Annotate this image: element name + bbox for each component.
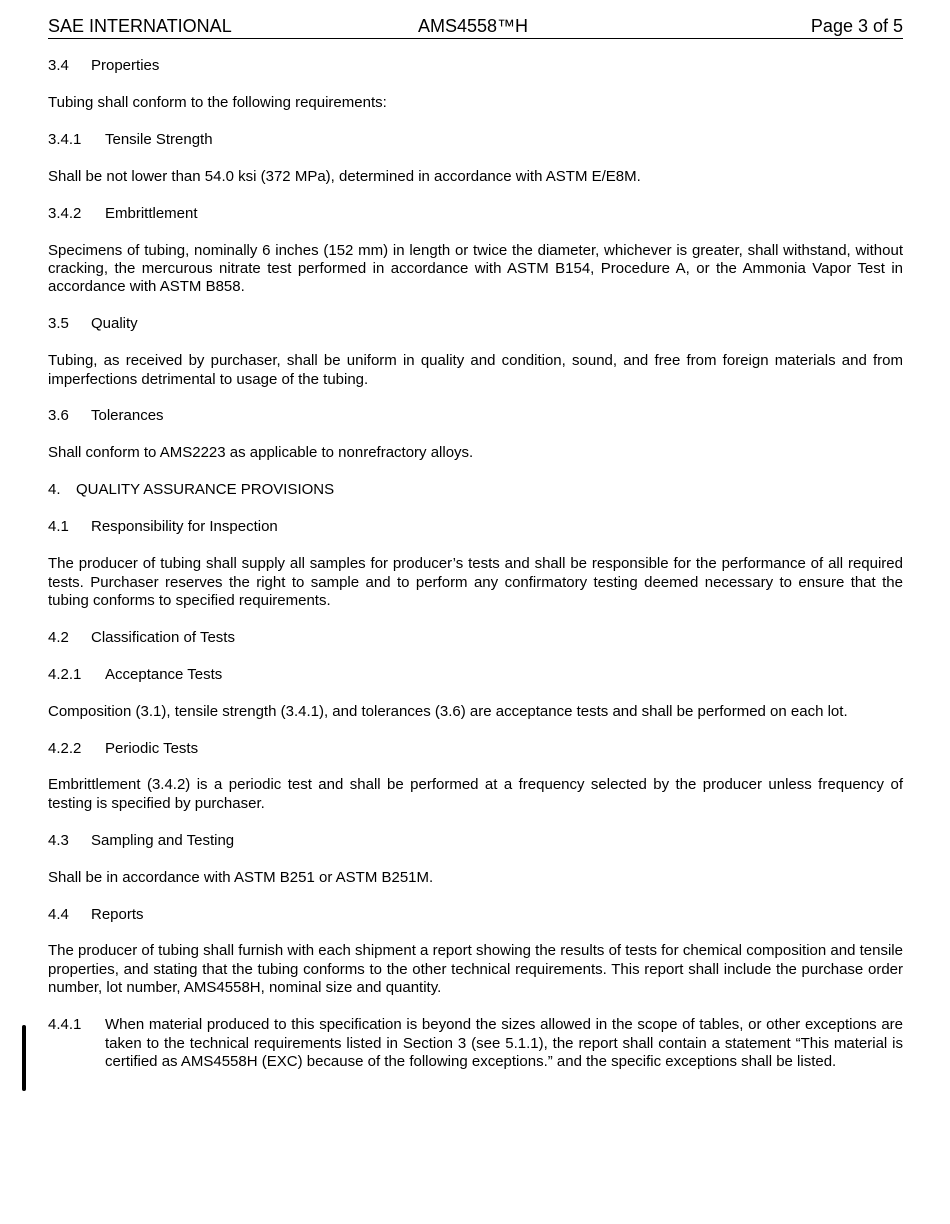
section-heading-3-6 <box>48 407 903 425</box>
section-title: Reports <box>91 905 144 923</box>
section-title: Quality <box>91 315 138 333</box>
section-number: 4.2.1 <box>48 665 82 683</box>
paragraph-text: When material produced to this specification is beyond the sizes allowed in the scope of tables, or other exceptions are taken to the technical requirements listed in Section 3 (see 5.1.1), the report shall contain a statement “This material is certified as AMS4558H (EXC) because of the following exceptions.” and the specific exceptions shall be listed. <box>105 1016 903 1070</box>
section-heading-3-4 <box>48 57 903 75</box>
section-number: 4.2.2 <box>48 739 82 757</box>
section-title: QUALITY ASSURANCE PROVISIONS <box>76 481 335 499</box>
paragraph-4-4-1 <box>48 1016 903 1071</box>
page-header <box>48 14 903 39</box>
section-title: Tolerances <box>91 407 164 425</box>
section-heading-3-5 <box>48 315 903 333</box>
revision-change-bar <box>22 1025 26 1091</box>
section-number: 4.3 <box>48 831 69 849</box>
document-page <box>48 14 903 1071</box>
section-title: Tensile Strength <box>105 130 213 148</box>
section-number: 3.5 <box>48 315 69 333</box>
paragraph-4-1: The producer of tubing shall supply all samples for producer’s tests and shall be responsible for the performance of all required tests. Purchaser reserves the right to sample and to perform any confirmatory testing deemed necessary to ensure that the tubing conforms to specified requirements. <box>48 555 903 609</box>
section-heading-3-4-2 <box>48 205 903 223</box>
section-title: Embrittlement <box>105 204 198 222</box>
paragraph-4-2-2: Embrittlement (3.4.2) is a periodic test and shall be performed at a frequency selected by the producer unless frequency of testing is specified by purchaser. <box>48 776 903 812</box>
section-number: 3.6 <box>48 407 69 425</box>
section-number: 3.4.2 <box>48 204 82 222</box>
section-heading-4-2 <box>48 629 903 647</box>
section-number: 3.4.1 <box>48 130 82 148</box>
section-heading-4-1 <box>48 518 903 536</box>
paragraph-3-4-1: Shall be not lower than 54.0 ksi (372 MPa), determined in accordance with ASTM E/E8M. <box>48 167 641 185</box>
paragraph-3-6: Shall conform to AMS2223 as applicable to nonrefractory alloys. <box>48 444 474 462</box>
section-title: Properties <box>91 57 160 74</box>
section-title: Classification of Tests <box>91 628 235 646</box>
section-heading-4-3 <box>48 832 903 850</box>
section-number: 3.4 <box>48 57 69 74</box>
section-heading-3-4-1 <box>48 131 903 149</box>
section-title: Acceptance Tests <box>105 665 223 683</box>
document-body <box>48 57 903 1071</box>
section-title: Sampling and Testing <box>91 831 235 849</box>
header-org: SAE INTERNATIONAL <box>48 16 232 36</box>
section-number: 4.4 <box>48 905 69 923</box>
paragraph-4-3: Shall be in accordance with ASTM B251 or ASTM B251M. <box>48 868 434 886</box>
paragraph-3-4-2: Specimens of tubing, nominally 6 inches (152 mm) in length or twice the diameter, whichever is greater, shall withstand, without cracking, the mercurous nitrate test performed in accordance with ASTM B154, Procedure A, or the Ammonia Vapor Test in accordance with ASTM B858. <box>48 241 903 296</box>
header-doc-id: AMS4558™H <box>418 16 529 36</box>
section-heading-4 <box>48 481 903 499</box>
paragraph-3-5: Tubing, as received by purchaser, shall be uniform in quality and condition, sound, and free from foreign materials and from imperfections detrimental to usage of the tubing. <box>48 352 903 388</box>
section-number: 4.2 <box>48 628 69 646</box>
paragraph-4-2-1: Composition (3.1), tensile strength (3.4.1), and tolerances (3.6) are acceptance tests and shall be performed on each lot. <box>48 702 848 720</box>
section-title: Responsibility for Inspection <box>91 518 278 536</box>
section-number: 4.4.1 <box>48 1016 82 1034</box>
section-heading-4-2-1 <box>48 666 903 684</box>
section-number: 4. <box>48 481 61 499</box>
paragraph-4-4: The producer of tubing shall furnish with each shipment a report showing the results of tests for chemical composition and tensile properties, and stating that the tubing conforms to the other technical requirements. This report shall include the purchase order number, lot number, AMS4558H, nominal size and quantity. <box>48 942 903 997</box>
section-title: Periodic Tests <box>105 739 199 757</box>
paragraph-3-4: Tubing shall conform to the following requirements: <box>48 93 387 111</box>
section-number: 4.1 <box>48 518 69 536</box>
section-heading-4-2-2 <box>48 740 903 758</box>
section-heading-4-4 <box>48 906 903 924</box>
header-page-number: Page 3 of 5 <box>810 16 903 36</box>
